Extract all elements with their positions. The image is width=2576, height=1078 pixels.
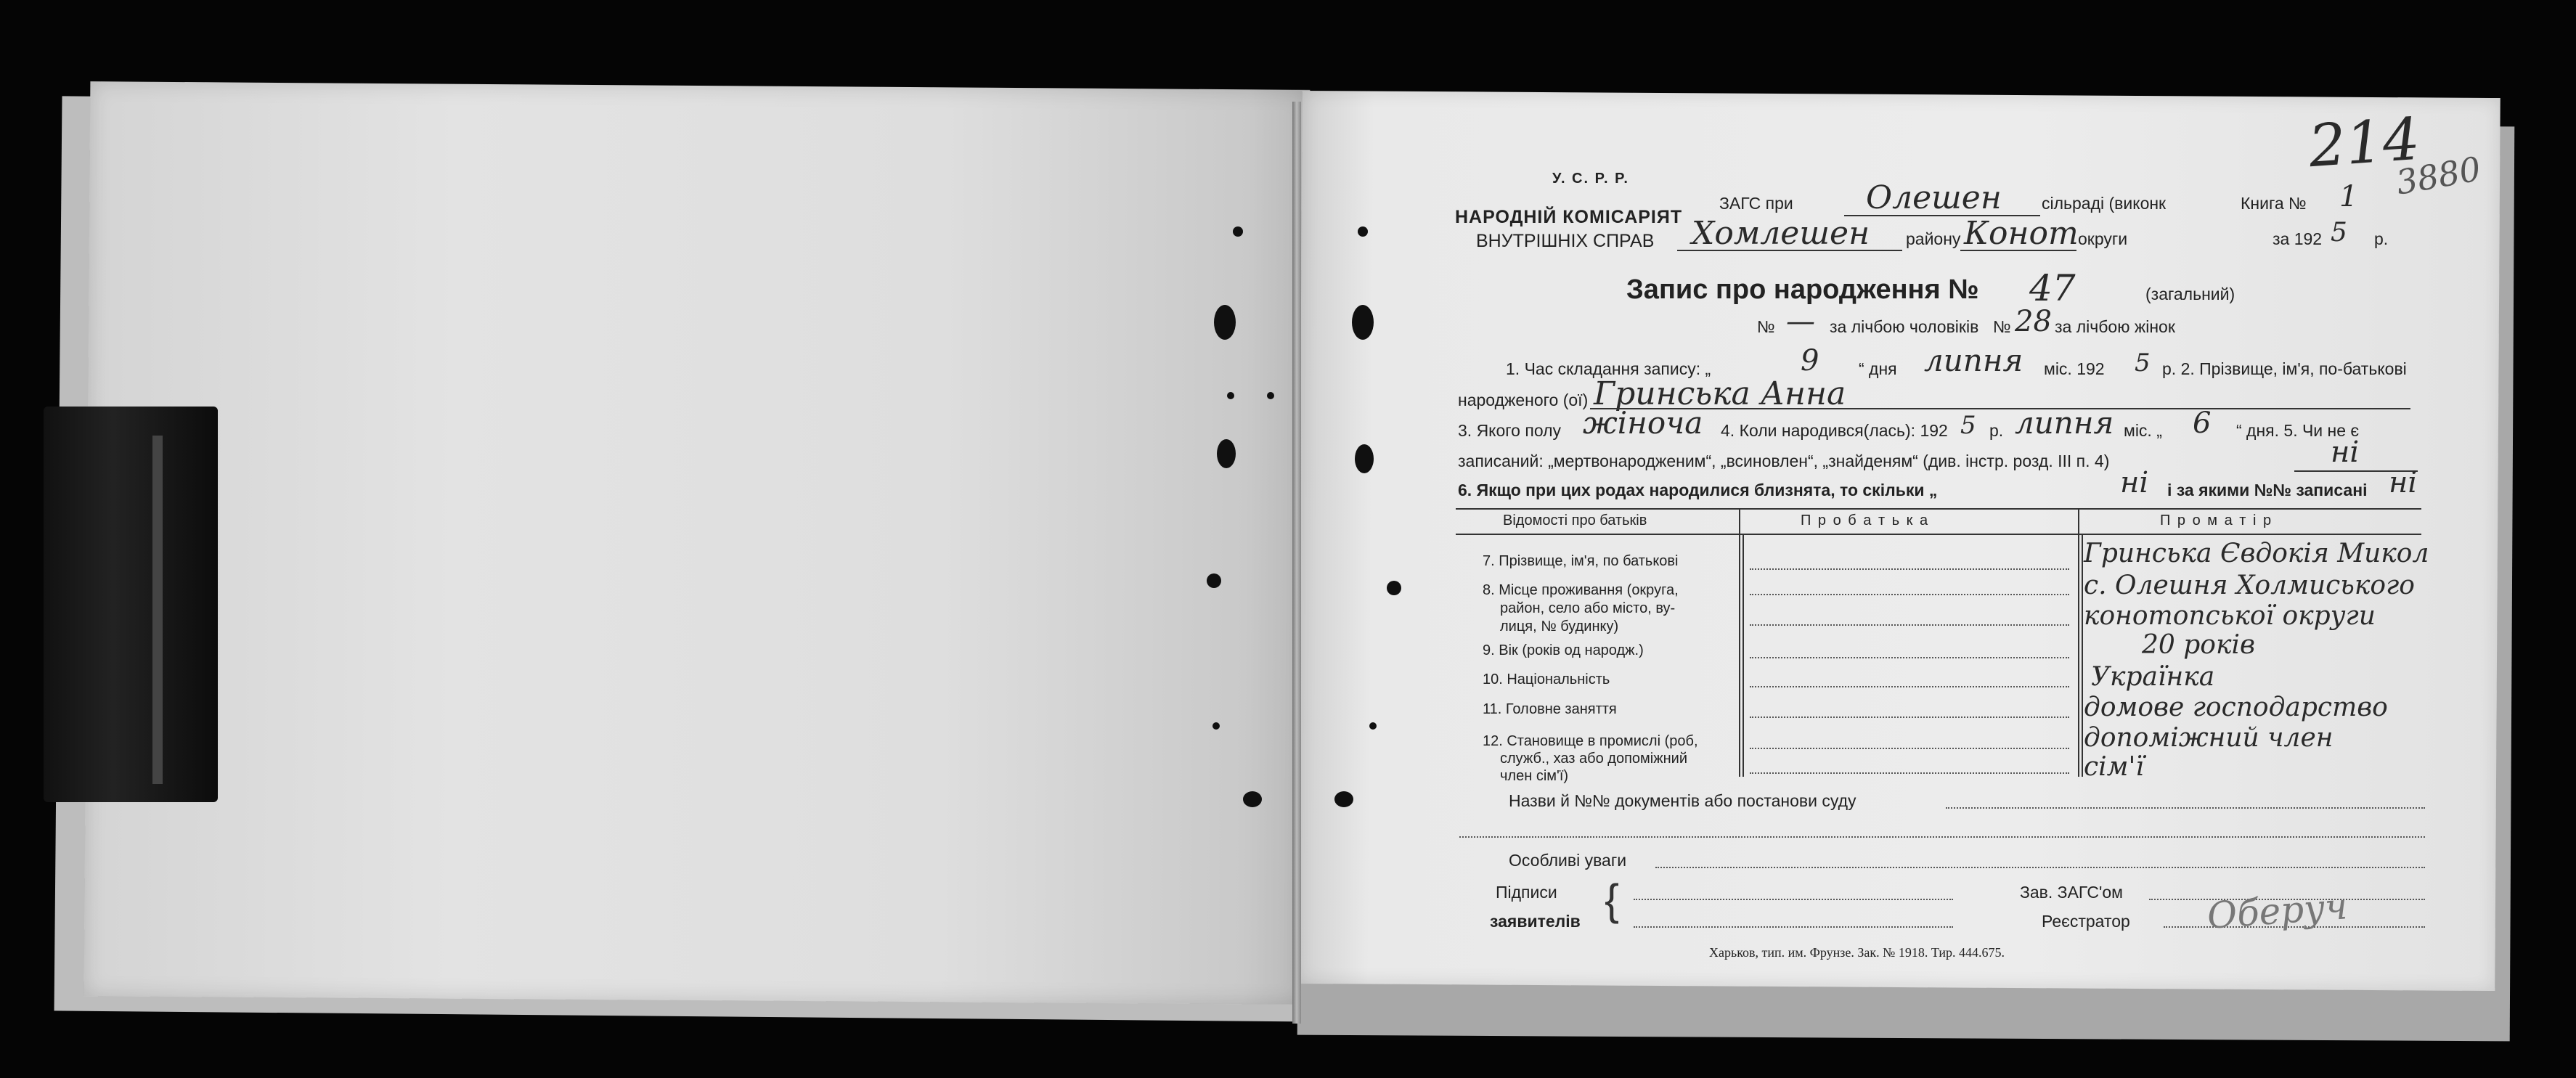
- district-suffix: району: [1906, 229, 1961, 248]
- mother-residence-2: конотопської округи: [2084, 601, 2376, 631]
- row-12-label-3: член сім'ї): [1500, 768, 1569, 784]
- field-4-rest: “ дня. 5. Чи не є: [2236, 421, 2360, 440]
- field-3-sex: жіноча: [1583, 405, 1703, 441]
- book-number: 1: [2339, 180, 2358, 213]
- zags-village: Олешен: [1866, 179, 2002, 216]
- row-8-label-3: лиця, № будинку): [1500, 618, 1619, 634]
- mother-occupation: домове господарство: [2084, 693, 2388, 722]
- row-9-label: 9. Вік (років од народж.): [1483, 642, 1644, 658]
- mother-residence-1: с. Олешня Холмиського: [2084, 571, 2415, 600]
- ministry-line2: ВНУТРІШНІХ СПРАВ: [1476, 231, 1655, 251]
- book-label: Книга №: [2241, 194, 2307, 213]
- field-4-month: липня: [2015, 405, 2114, 441]
- field-4-day: 6: [2193, 407, 2212, 440]
- record-number: 47: [2029, 267, 2076, 309]
- mother-nationality: Українка: [2091, 662, 2215, 692]
- ussr-label: У. С. Р. Р.: [1552, 171, 1629, 187]
- field-1-day: 9: [1801, 344, 1819, 377]
- child-name-underline: [1590, 408, 2410, 409]
- field-1-mid: “ дня: [1859, 359, 1897, 378]
- left-page: [84, 81, 1311, 1005]
- head-label: Зав. ЗАГС'ом: [2020, 883, 2123, 902]
- documents-label: Назви й №№ документів або постанови суду: [1509, 791, 1856, 810]
- row-8-label-2: район, село або місто, ву-: [1500, 600, 1676, 616]
- printer-imprint: Харьков, тип. им. Фрунзе. Зак. № 1918. Тир. 444.675.: [1709, 945, 2005, 960]
- okrug-suffix: округи: [2078, 229, 2128, 248]
- okrug-underline: [1960, 250, 2076, 251]
- year-suffix: р.: [2374, 229, 2389, 248]
- field-4-year: 5: [1960, 411, 1976, 440]
- field-4-mis: міс. „: [2124, 421, 2162, 440]
- field-6-mid: і за якими №№ записані: [2167, 481, 2368, 499]
- signatures-label-1: Підписи: [1496, 883, 1557, 902]
- district-underline: [1677, 250, 1902, 251]
- district-name: Хомлешен: [1692, 215, 1870, 252]
- field-3-label: 3. Якого полу: [1458, 421, 1562, 440]
- row-7-label: 7. Прізвище, ім'я, по батькові: [1483, 553, 1679, 569]
- field-1-rest: р. 2. Прізвище, ім'я, по-батькові: [2162, 359, 2407, 378]
- male-count-suffix: за лічбою чоловіків: [1830, 317, 1979, 336]
- ministry-line1: НАРОДНІЙ КОМІСАРІЯТ: [1455, 207, 1683, 227]
- female-count-prefix: №: [1993, 317, 2011, 336]
- table-header-father: П р о б а т ь к а: [1801, 513, 1930, 528]
- row-12-label-1: 12. Становище в промислі (роб,: [1483, 733, 1698, 749]
- mother-status-2: сім'ї: [2084, 752, 2144, 782]
- mother-age: 20 років: [2142, 630, 2255, 660]
- female-count: 28: [2015, 305, 2052, 338]
- field-6-value2: ні: [2389, 466, 2418, 499]
- registrar-signature: Оберуч: [2206, 885, 2349, 937]
- signatures-label-2: заявителів: [1490, 912, 1581, 931]
- field-4-mid: р.: [1989, 421, 2004, 440]
- record-title: Запис про народження №: [1626, 274, 1979, 305]
- mother-name: Гринська Євдокія Микол: [2084, 539, 2429, 568]
- field-4-label: 4. Коли народився(лась): 192: [1721, 421, 1948, 440]
- mother-status-1: допоміжний член: [2084, 723, 2334, 753]
- field-6-value: ні: [2120, 466, 2149, 499]
- registrar-label: Реєстратор: [2042, 912, 2130, 931]
- row-10-label: 10. Національність: [1483, 671, 1610, 687]
- archive-number: 214: [2306, 105, 2422, 181]
- archive-stamp: 3880: [2393, 149, 2484, 203]
- year-digit: 5: [2331, 218, 2347, 248]
- binder-clip-edge: [152, 436, 163, 784]
- field-1-label: 1. Час складання запису: „: [1506, 359, 1711, 378]
- book-spine: [1292, 102, 1301, 1024]
- notes-label: Особливі уваги: [1509, 851, 1627, 870]
- table-header-mother: П р о м а т і р: [2160, 513, 2273, 528]
- row-11-label: 11. Головне заняття: [1483, 701, 1617, 717]
- row-8-label-1: 8. Місце проживання (округа,: [1483, 582, 1679, 598]
- field-1-suffix: міс. 192: [2044, 359, 2105, 378]
- binder-clip: [44, 407, 218, 802]
- field-1-year: 5: [2135, 348, 2151, 377]
- zags-prefix: ЗАГС при: [1719, 194, 1793, 213]
- field-5-label: записаний: „мертвонародженим“, „всиновлен“, „знайденям“ (див. інстр. розд. III п. 4): [1458, 452, 2110, 470]
- male-count: —: [1786, 305, 1815, 338]
- record-title-suffix: (загальний): [2145, 285, 2235, 303]
- row-12-label-2: служб., хаз або допоміжний: [1500, 751, 1687, 767]
- signature-brace: {: [1605, 875, 1620, 924]
- male-count-prefix: №: [1757, 317, 1775, 336]
- okrug-name: Конот: [1964, 215, 2079, 252]
- table-header-info: Відомості про батьків: [1503, 513, 1647, 528]
- field-2-label: народженого (ої): [1458, 391, 1589, 409]
- field-5-value: ні: [2331, 436, 2360, 469]
- female-count-suffix: за лічбою жінок: [2055, 317, 2175, 336]
- year-prefix: за 192: [2273, 229, 2323, 248]
- field-1-month: липня: [1924, 343, 2023, 378]
- child-name: Гринська Анна: [1594, 375, 1846, 412]
- zags-suffix: сільраді (виконк: [2042, 194, 2167, 213]
- field-6-label: 6. Якщо при цих родах народилися близнята, то скільки „: [1458, 481, 1938, 499]
